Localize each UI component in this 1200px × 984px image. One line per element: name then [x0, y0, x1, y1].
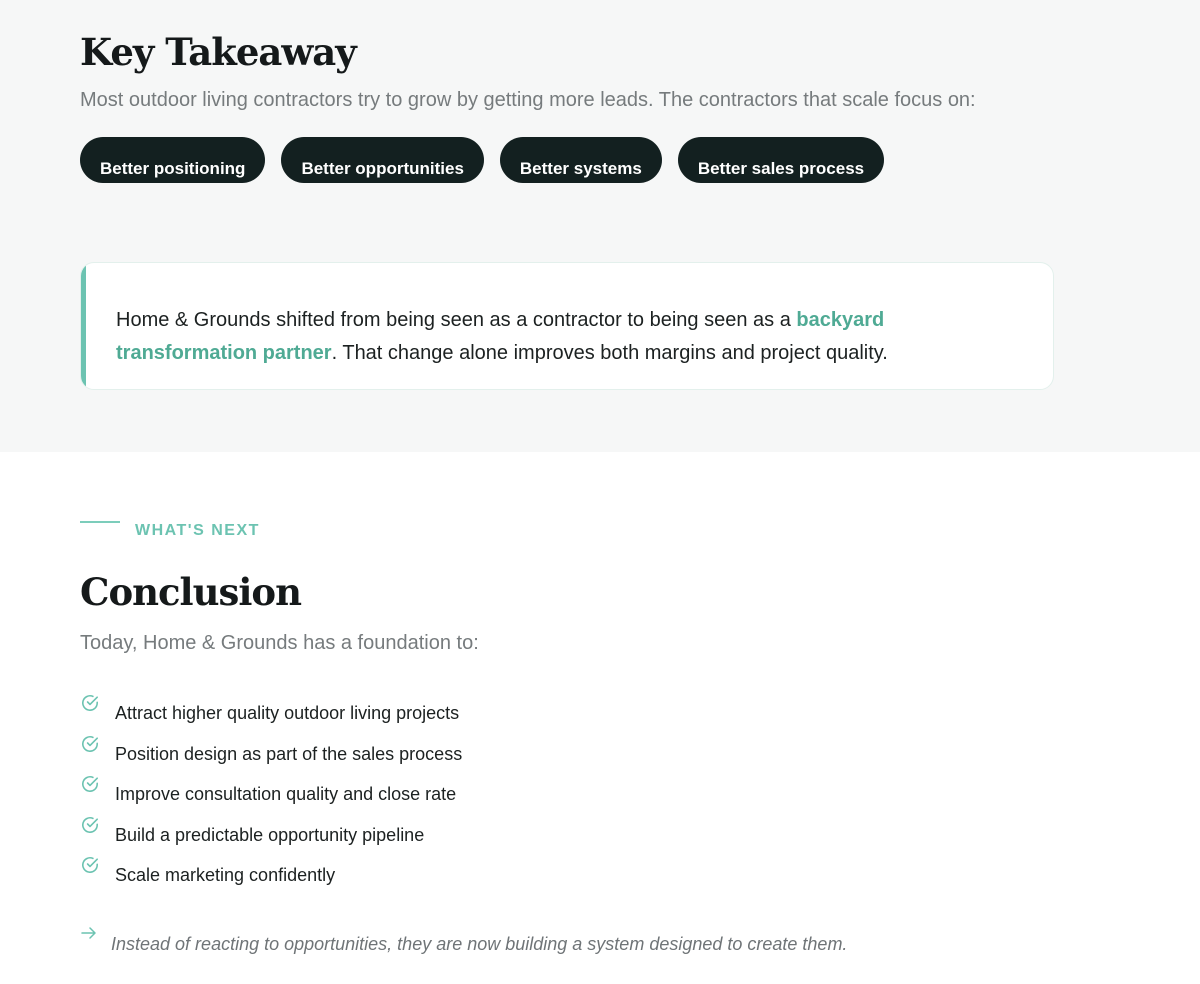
focus-pills	[80, 137, 1200, 183]
list-item	[80, 736, 462, 777]
callout-highlight: backyard transformation partner	[116, 309, 885, 364]
pill-better-positioning: Better positioning	[80, 137, 265, 183]
section-eyebrow: WHAT'S NEXT	[135, 522, 260, 539]
list-item-label: Improve consultation quality and close rate	[115, 784, 457, 804]
pill-better-opportunities: Better opportunities	[281, 137, 483, 183]
check-circle-icon	[80, 815, 100, 835]
check-circle-icon	[80, 774, 100, 794]
pill-better-systems: Better systems	[500, 137, 662, 183]
check-circle-icon	[80, 855, 100, 875]
takeaway-callout	[80, 262, 1054, 390]
list-item-label: Scale marketing confidently	[115, 865, 336, 885]
list-item	[80, 695, 462, 736]
list-item	[80, 776, 462, 817]
list-item-label: Attract higher quality outdoor living projects	[115, 703, 460, 723]
list-item-label: Build a predictable opportunity pipeline	[115, 824, 425, 845]
conclusion-subtitle: Today, Home & Grounds has a foundation to:	[80, 632, 479, 654]
note-text: Instead of reacting to opportunities, they are now building a system designed to create them.	[111, 934, 848, 954]
callout-accent-bar	[81, 263, 86, 389]
list-item	[80, 857, 462, 898]
key-takeaway-intro: Most outdoor living contractors try to grow by getting more leads. The contractors that scale focus on:	[80, 89, 976, 111]
callout-text-before: Home & Grounds shifted from being seen as a contractor to being seen as a	[116, 309, 797, 331]
key-takeaway-title: Key Takeaway	[80, 30, 356, 74]
arrow-right-icon	[80, 924, 98, 942]
conclusion-note	[80, 924, 980, 956]
foundation-list	[80, 695, 462, 898]
check-circle-icon	[80, 693, 100, 713]
eyebrow-divider	[80, 521, 120, 523]
check-circle-icon	[80, 734, 100, 754]
pill-better-sales-process: Better sales process	[678, 137, 884, 183]
list-item	[80, 817, 462, 858]
key-takeaway-section	[0, 0, 1200, 452]
conclusion-title: Conclusion	[80, 570, 301, 614]
callout-text	[116, 304, 1016, 370]
conclusion-section	[0, 452, 1200, 984]
list-item-label: Position design as part of the sales process	[115, 743, 463, 764]
callout-text-after: . That change alone improves both margins and project quality.	[331, 342, 888, 364]
